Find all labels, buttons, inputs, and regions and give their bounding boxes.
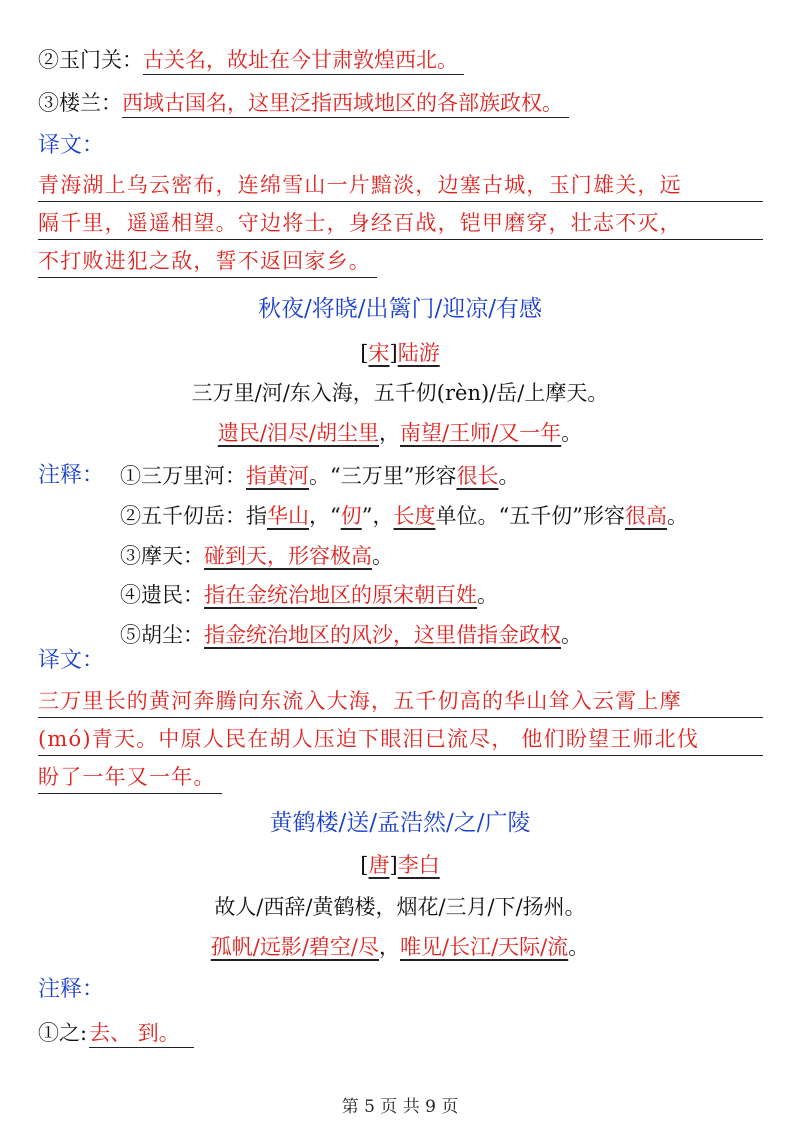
translation-line: 青海湖上乌云密布，连绵雪山一片黯淡，边塞古城，玉门雄关，远 bbox=[38, 167, 763, 202]
note-text: 单位。“五千仞”形容 bbox=[435, 504, 625, 528]
note-3 bbox=[120, 541, 393, 571]
note-text: ，“ bbox=[309, 504, 341, 528]
note-4 bbox=[120, 580, 498, 610]
note-label: ①之: bbox=[38, 1021, 88, 1045]
poem-title: 黄鹤楼/送/孟浩然/之/广陵 bbox=[269, 810, 531, 836]
note-yumenguan bbox=[38, 45, 464, 75]
bracket-open: [ bbox=[360, 341, 369, 365]
note-answer: 指在金统治地区的原宋朝百姓 bbox=[204, 583, 477, 607]
poem-line-1: 故人/西辞/黄鹤楼，烟花/三月/下/扬州。 bbox=[214, 895, 586, 919]
note-loulan bbox=[38, 88, 569, 118]
poem-phrase: 唯见/长江/天际/流 bbox=[400, 935, 569, 959]
poem-author bbox=[0, 338, 800, 368]
poem-author-name: 陆游 bbox=[397, 341, 440, 365]
note-text: ”， bbox=[361, 504, 394, 528]
poem-dynasty: 唐 bbox=[368, 853, 390, 877]
note-answer: 很长 bbox=[456, 464, 499, 488]
poem-phrase: 遗民/泪尽/胡尘里 bbox=[217, 421, 379, 445]
note-text: 。 bbox=[561, 623, 582, 647]
translation-line: 不打败进犯之敌，誓不返回家乡。 bbox=[38, 243, 377, 278]
note-label: ③楼兰： bbox=[38, 91, 122, 115]
note-text: 西域古国名，这里泛指西域地区的各部族政权。 bbox=[122, 91, 569, 118]
note-label: ②五千仞岳：指 bbox=[120, 504, 267, 528]
note-text: 古关名，故址在今甘肃敦煌西北。 bbox=[143, 48, 464, 75]
note-answer: 碰到天，形容极高 bbox=[204, 544, 372, 568]
poem-punct: ， bbox=[379, 421, 400, 445]
note-text: 。“三万里”形容 bbox=[309, 464, 457, 488]
note-text: 。 bbox=[477, 583, 498, 607]
poem-title: 秋夜/将晓/出篱门/迎凉/有感 bbox=[258, 296, 542, 322]
note-2 bbox=[120, 501, 688, 531]
bracket-close: ] bbox=[389, 853, 398, 877]
note-label: ①三万里河： bbox=[120, 464, 246, 488]
poem-dynasty: 宋 bbox=[368, 341, 390, 365]
note-answer: 华山 bbox=[267, 504, 309, 528]
note-1 bbox=[38, 1018, 194, 1048]
note-label: ③摩天： bbox=[120, 544, 204, 568]
translation-paragraph-1 bbox=[38, 167, 763, 281]
note-answer: 指黄河 bbox=[246, 464, 309, 488]
poem-line-2 bbox=[0, 418, 800, 448]
translation-line: 盼了一年又一年。 bbox=[38, 759, 222, 794]
note-1 bbox=[120, 461, 519, 491]
note-answer: 去、 到。 bbox=[89, 1021, 194, 1048]
translation-paragraph-2 bbox=[38, 683, 763, 797]
translation-line: 三万里长的黄河奔腾向东流入大海，五千仞高的华山耸入云霄上摩 bbox=[38, 683, 763, 718]
translation-line: (mó)青天。中原人民在胡人压迫下眼泪已流尽， 他们盼望王师北伐 bbox=[38, 721, 763, 756]
notes-heading: 注释： bbox=[38, 977, 105, 1002]
note-label: ②玉门关： bbox=[38, 48, 143, 72]
poem-author bbox=[0, 850, 800, 880]
translation-heading: 译文： bbox=[38, 133, 105, 158]
note-text: 。 bbox=[666, 504, 688, 528]
note-text: 。 bbox=[372, 544, 393, 568]
poem-punct: 。 bbox=[568, 935, 590, 959]
poem-line-2 bbox=[0, 932, 800, 962]
note-label: ⑤胡尘： bbox=[120, 623, 204, 647]
poem-punct: ， bbox=[379, 935, 400, 959]
note-text: 。 bbox=[498, 464, 520, 488]
poem-punct: 。 bbox=[561, 421, 583, 445]
note-answer: 仞 bbox=[340, 504, 362, 528]
notes-heading: 注释： bbox=[38, 463, 105, 488]
poem-phrase: 孤帆/远影/碧空/尽 bbox=[210, 935, 379, 959]
note-answer: 长度 bbox=[393, 504, 436, 528]
translation-heading: 译文： bbox=[38, 648, 105, 673]
note-answer: 很高 bbox=[624, 504, 667, 528]
translation-line: 隔千里，遥遥相望。守边将士，身经百战，铠甲磨穿，壮志不灭， bbox=[38, 205, 763, 240]
note-answer: 指金统治地区的风沙，这里借指金政权 bbox=[204, 623, 561, 647]
bracket-close: ] bbox=[389, 341, 398, 365]
poem-line-1: 三万里/河/东入海，五千仞(rèn)/岳/上摩天。 bbox=[191, 381, 609, 405]
page-number: 第 5 页 共 9 页 bbox=[341, 1097, 459, 1117]
note-5 bbox=[120, 620, 582, 650]
poem-phrase: 南望/王师/又一年 bbox=[400, 421, 562, 445]
poem-author-name: 李白 bbox=[397, 853, 440, 877]
bracket-open: [ bbox=[360, 853, 369, 877]
note-label: ④遗民： bbox=[120, 583, 204, 607]
